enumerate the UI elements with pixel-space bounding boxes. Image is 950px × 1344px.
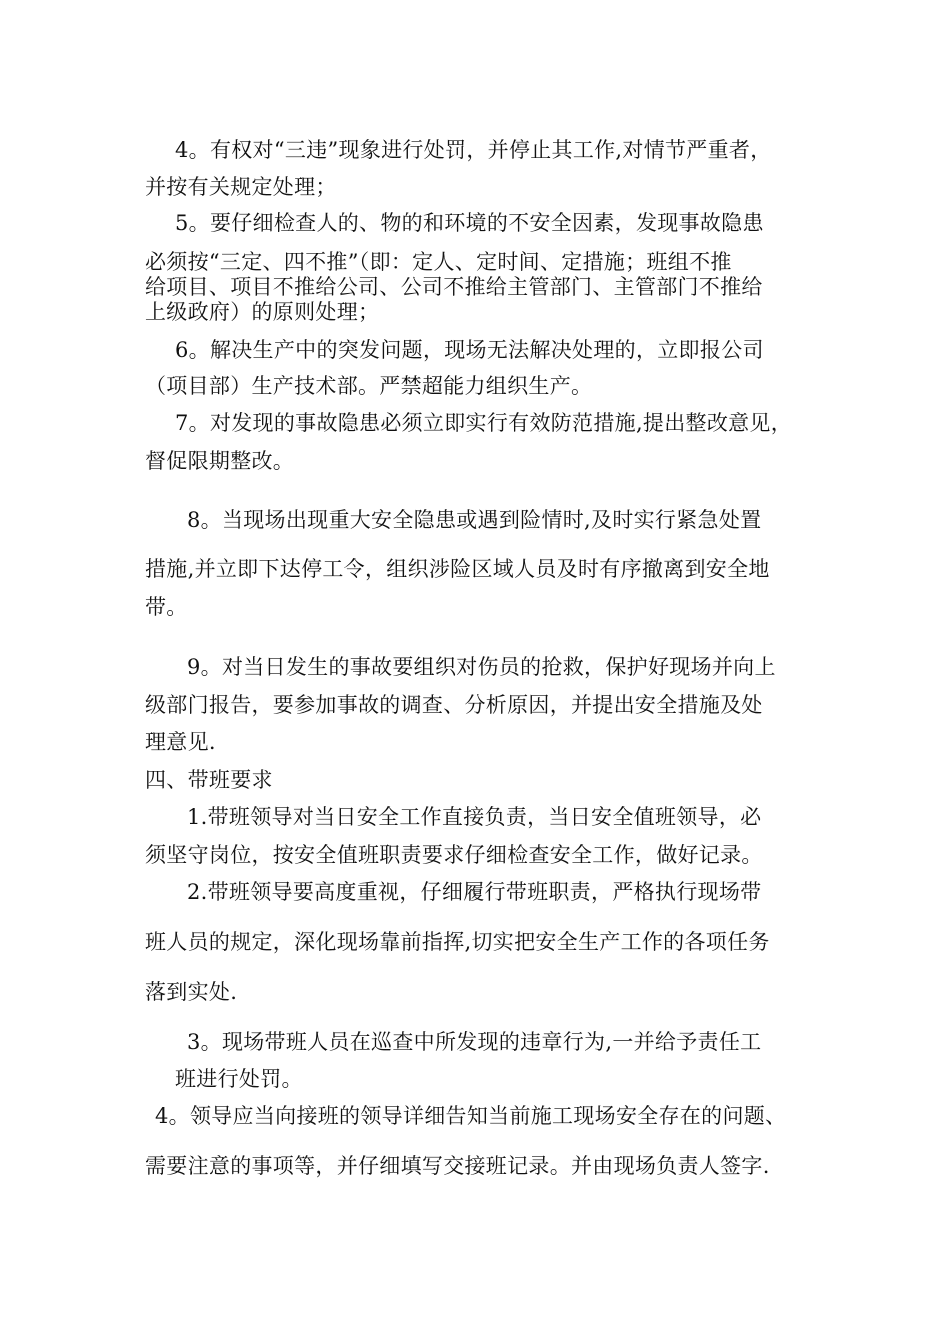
text-line: （项目部）生产技术部。严禁超能力组织生产。 — [145, 374, 593, 398]
text-line: 级部门报告，要参加事故的调查、分析原因，并提出安全措施及处 — [145, 693, 763, 717]
text-line: 措施,并立即下达停工令，组织涉险区域人员及时有序撤离到安全地 — [145, 557, 770, 581]
text-line: 1.带班领导对当日安全工作直接负责，当日安全值班领导，必 — [187, 805, 762, 829]
text-line: 8。当现场出现重大安全隐患或遇到险情时,及时实行紧急处置 — [187, 508, 762, 532]
text-line: 6。解决生产中的突发问题，现场无法解决处理的，立即报公司 — [175, 338, 764, 362]
text-line: 需要注意的事项等，并仔细填写交接班记录。并由现场负责人签字. — [145, 1154, 770, 1178]
text-line: 4。领导应当向接班的领导详细告知当前施工现场安全存在的问题、 — [155, 1104, 787, 1128]
text-line: 必须按“三定、四不推”（即：定人、定时间、定措施；班组不推 — [145, 250, 732, 274]
text-line: 给项目、项目不推给公司、公司不推给主管部门、主管部门不推给 — [145, 275, 763, 299]
text-line: 3。现场带班人员在巡查中所发现的违章行为,一并给予责任工 — [187, 1030, 762, 1054]
text-line: 4。有权对“三违”现象进行处罚，并停止其工作,对情节严重者， — [175, 138, 772, 162]
text-line: 理意见. — [145, 730, 216, 754]
text-line: 5。要仔细检查人的、物的和环境的不安全因素，发现事故隐患 — [175, 211, 764, 235]
text-line: 并按有关规定处理； — [145, 175, 337, 199]
text-line: 督促限期整改。 — [145, 449, 295, 473]
text-line: 7。对发现的事故隐患必须立即实行有效防范措施,提出整改意见， — [175, 411, 793, 435]
text-line: 须坚守岗位，按安全值班职责要求仔细检查安全工作，做好记录。 — [145, 843, 763, 867]
section-heading: 四、带班要求 — [145, 768, 273, 792]
text-line: 班人员的规定，深化现场靠前指挥,切实把安全生产工作的各项任务 — [145, 930, 770, 954]
text-line: 上级政府）的原则处理； — [145, 300, 380, 324]
text-line: 落到实处. — [145, 980, 238, 1004]
text-line: 班进行处罚。 — [175, 1067, 303, 1091]
text-line: 带。 — [145, 595, 188, 619]
text-line: 2.带班领导要高度重视，仔细履行带班职责，严格执行现场带 — [187, 880, 762, 904]
text-line: 9。对当日发生的事故要组织对伤员的抢救，保护好现场并向上 — [187, 655, 776, 679]
